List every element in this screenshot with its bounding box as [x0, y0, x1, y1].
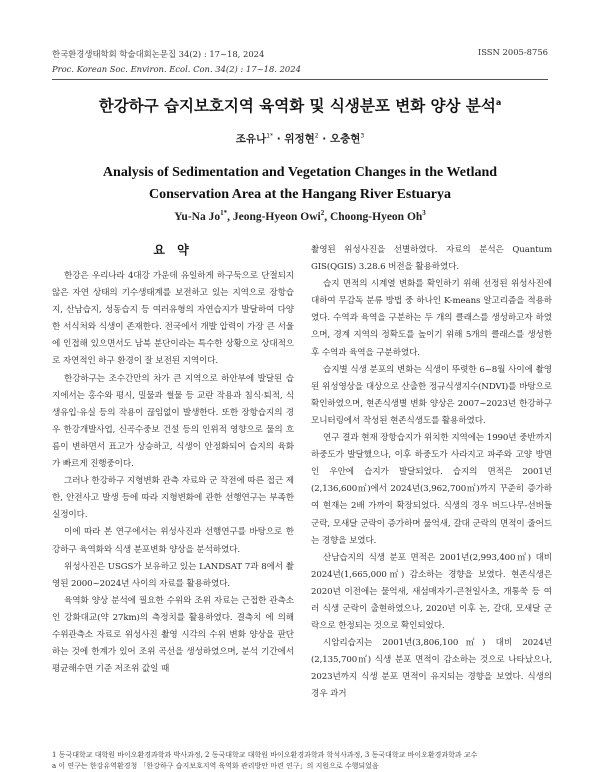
issn: ISSN 2005-8756 [477, 47, 548, 57]
author-ko-2-mark: 2 [314, 132, 319, 140]
authors-english [0, 209, 600, 223]
abstract-left-column [52, 242, 294, 678]
abstract-heading: 요 약 [153, 243, 193, 257]
author-en-1-mark: 1* [220, 209, 228, 217]
author-en-3-mark: 3 [422, 209, 426, 217]
footnote-funding: a 이 연구는 한강유역환경청 「한강하구 습지보호지역 육역화 관리방안 마련 연구」의 지원으로 수행되었음 [52, 762, 379, 770]
title-korean [0, 94, 600, 116]
abstract-right-column [311, 242, 552, 704]
header-rule [52, 79, 548, 80]
journal-header [52, 47, 301, 77]
author-en-3: Choong-Hyeon Oh [329, 210, 423, 223]
author-en-1: Yu-Na Jo [174, 210, 221, 223]
title-footnote-mark: a [495, 97, 502, 107]
author-separator: · [276, 133, 281, 145]
abstract-paragraph: 습지 면적의 시계열 변화를 확인하기 위해 선정된 위성사진에 대하여 무감독 분류 방법 중 하나인 K-means 알고리즘을 적용하였다. 수역과 육역을 구분하는 두 개의 클래스를 생성하고자 하였으며, 경계 지역의 정확도를 높이기 위해 5개의 클래스를 생성한 후 수역과 육역을 구분하였다. [311, 279, 552, 358]
abstract-paragraph: 습지별 식생 분포의 변화는 식생이 뚜렷한 6~8월 사이에 촬영된 위성영상을 대상으로 산출한 정규식생지수(NDVI)를 바탕으로 확인하였으며, 현존식생별 변화 양상은 2007~2023년 한강하구 모니터링에서 작성된 현존식생도를 활용하였다. [311, 364, 552, 426]
title-korean-text: 한강하구 습지보호지역 육역화 및 식생분포 변화 양상 분석 [98, 97, 496, 115]
author-ko-2: 위정현 [284, 133, 315, 145]
author-ko-1-mark: 1* [266, 132, 274, 140]
abstract-paragraph: 그러나 한강하구 지형변화 관측 자료와 군 작전에 따른 접근 제한, 안전사고 발생 등에 따라 지형변화에 관한 선행연구는 부족한 실정이다. [52, 476, 294, 521]
author-en-2: Jeong-Hyeon Owi [232, 210, 321, 223]
footnote-affiliations: 1 동국대학교 대학원 바이오환경과학과 박사과정, 2 동국대학교 대학원 바이오환경과학과 학석사과정, 3 동국대학교 바이오환경과학과 교수 [52, 751, 478, 759]
author-en-2-mark: 2 [320, 209, 325, 217]
title-english: Analysis of Sedimentation and Vegetation Changes in the Wetland Conservation Area at the Hangang River Estuarya [102, 165, 498, 202]
abstract-paragraph: 시암리습지는 2001년(3,806,100㎡) 대비 2024년(2,135,700㎡) 식생 분포 면적이 감소하는 것으로 나타났으나, 2023년까지 식생 분포 면적이 유지되는 경향을 보였다. 식생의 경우 과거 [311, 638, 552, 700]
journal-name-ko: 한국환경생태학회 학술대회논문집 34(2) : 17~18, 2024 [52, 49, 265, 59]
abstract-paragraph: 촬영된 위성사진을 선별하였다. 자료의 분석은 Quantum GIS(QGIS) 3.28.6 버전을 활용하였다. [311, 245, 552, 273]
abstract-paragraph: 육역화 양상 분석에 필요한 수위와 조위 자료는 근접한 관측소인 강화대교(약 27km)의 측정치를 활용하였다. 결측치 에 의해 수위관측소 자료로 위성사진 촬영 시각의 수위 변화 양상을 판단하는 것에 한계가 있어 조위 곡선을 생성하였으며, 분석 기간에서 평균해수면 기준 저조위 값일 때 [52, 595, 294, 675]
abstract-paragraph: 한강하구는 조수간만의 차가 큰 지역으로 하안부에 발달된 습지에서는 홍수와 평시, 밀물과 썰물 등 교란 작용과 침식·퇴적, 식생유입·유실 등의 작용이 끊임없이 발생한다. 또한 장항습지의 경우 한강개발사업, 신곡수중보 건설 등의 인위적 영향으로 물의 흐름이 변하면서 표고가 상승하고, 식생이 안정화되어 습지의 육화가 빠르게 진행중이다. [52, 373, 294, 470]
author-en-separator: , [227, 210, 233, 223]
abstract-paragraph: 연구 결과 현재 장항습지가 위치한 지역에는 1990년 중반까지 하중도가 발달했으나, 이후 하중도가 사라지고 파주와 고양 방면인 우안에 습지가 발달되었다. 습지의 면적은 2001년(2,136,600㎡)에서 2024년(3,962,700㎡)까지 꾸준히 증가하여 현재는 2배 가까이 확장되었다. 식생의 경우 버드나무-선버들 군락, 모새달 군락이 증가하며 물억새, 갈대 군락의 면적이 줄어드는 경향을 보였다. [311, 433, 552, 546]
footnotes [52, 750, 552, 772]
journal-name-en: Proc. Korean Soc. Environ. Ecol. Con. 34(2) : 17~18. 2024 [52, 64, 301, 74]
author-separator: · [322, 133, 327, 145]
author-ko-3-mark: 3 [360, 132, 365, 140]
abstract-paragraph: 산남습지의 식생 분포 면적은 2001년(2,993,400㎡) 대비 2024년(1,665,000㎡) 감소하는 경향을 보였다. 현존식생은 2020년 이전에는 물억새, 새섬매자기-큰천일사초, 개통쑥 등 여러 식생 군락이 출현하였으나, 2020년 이후 논, 갈대, 모새달 군락으로 한정되는 것으로 확인되었다. [311, 552, 552, 632]
author-ko-1: 조유나 [235, 133, 267, 145]
abstract-paragraph: 이에 따라 본 연구에서는 위성사진과 선행연구를 바탕으로 한강하구 육역화와 식생 분포변화 양상을 분석하였다. [52, 527, 294, 555]
abstract-paragraph: 한강은 우리나라 4대강 가운데 유일하게 하구둑으로 단절되지 않은 자연 상태의 기수생태계를 보전하고 있는 지역으로 장항습지, 산남습지, 성동습지 등 여러유형의 자연습지가 발달하여 다양한 서식처와 식생이 존재한다. 전국에서 개발 압력이 가장 큰 서울에 인접해 있으면서도 남북 분단이라는 특수한 상황으로 상대적으로 자연적인 하구 환경이 잘 보전된 지역이다. [52, 271, 294, 367]
author-en-separator: , [324, 210, 330, 223]
author-ko-3: 오충현 [329, 133, 361, 145]
authors-korean [0, 131, 600, 146]
abstract-paragraph: 위성사진은 USGS가 보유하고 있는 LANDSAT 7과 8에서 촬영된 2000~2024년 사이의 자료를 활용하였다. [52, 561, 294, 589]
